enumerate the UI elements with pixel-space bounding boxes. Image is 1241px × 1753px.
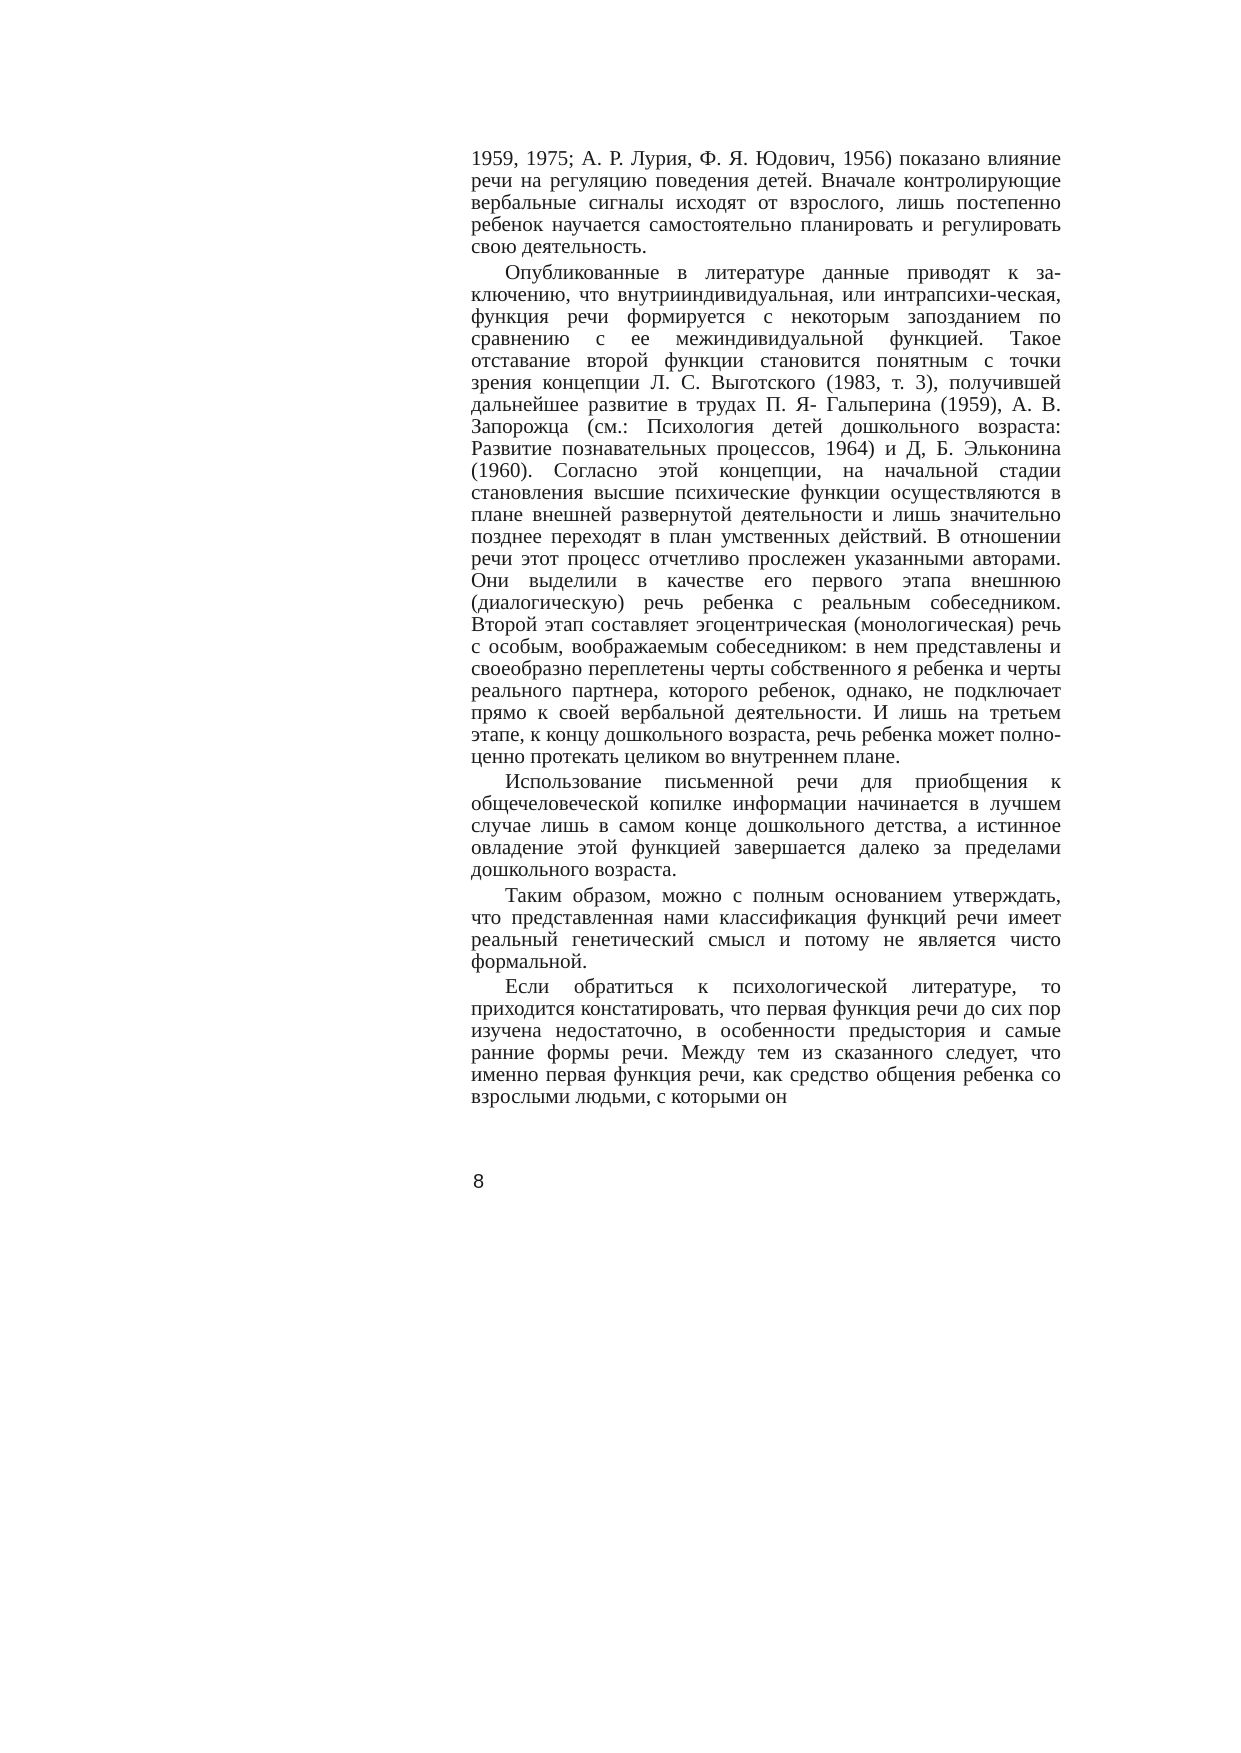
page-number: 8 (473, 1171, 485, 1193)
paragraph-5: Если обратиться к психологической литературе, то приходится констатировать, что первая функция речи до сих пор изучена недостаточно, в особенности предыстория и самые ранние формы речи. Между тем из сказанного следует, что именно первая функция речи, как средство общения ребенка со взрослыми людьми, с которыми он (471, 974, 1061, 1109)
paragraph-4: Таким образом, можно с полным основанием утверждать, что представленная нами классификация функций речи имеет реальный генетический смысл и потому не является чисто формальной. (471, 882, 1061, 973)
paragraph-2: Опубликованные в литературе данные приводят к заключению, что внутрииндивидуальная, или интрапсихи-ческая, функция речи формируется с некоторым запозданием по сравнению с ее межиндивидуальной функцией. Такое отставание второй функции становится понятным с точки зрения концепции Л. С. Выготского (1983, т. 3), получившей дальнейшее развитие в трудах П. Я- Гальперина (1959), А. В. Запорожца (см.: Психология детей дошкольного возраста: Развитие познавательных процессов, 1964) и Д, Б. Эльконина (1960). Согласно этой концепции, на начальной стадии становления высшие психические функции осуществляются в плане внешней развернутой деятельности и лишь значительно позднее переходят в план умственных действий. В отношении речи этот процесс отчетливо прослежен указанными авторами. Они выделили в качестве его первого этапа внешнюю (диалогическую) речь ребенка с реальным собеседником. Второй этап составляет эгоцентрическая (монологическая) речь с особым, воображаемым собеседником: в нем представлены и своеобразно переплетены черты собственного я ребенка и черты реального партнера, которого ребенок, однако, не подключает прямо к своей вербальной деятельности. И лишь на третьем этапе, к концу дошкольного возраста, речь ребенка может полноценно протекать целиком во внутреннем плане. (471, 259, 1061, 768)
paragraph-3: Использование письменной речи для приобщения к общечеловеческой копилке информации начинается в лучшем случае лишь в самом конце дошкольного детства, а истинное овладение этой функцией завершается далеко за пределами дошкольного возраста. (471, 769, 1061, 882)
paragraph-1: 1959, 1975; А. Р. Лурия, Ф. Я. Юдович, 1956) показано влияние речи на регуляцию поведения детей. Вначале контролирующие вербальные сигналы исходят от взрослого, лишь постепенно ребенок научается самостоятельно планировать и регулировать свою деятельность. (471, 146, 1061, 258)
body-text (471, 147, 1061, 1107)
